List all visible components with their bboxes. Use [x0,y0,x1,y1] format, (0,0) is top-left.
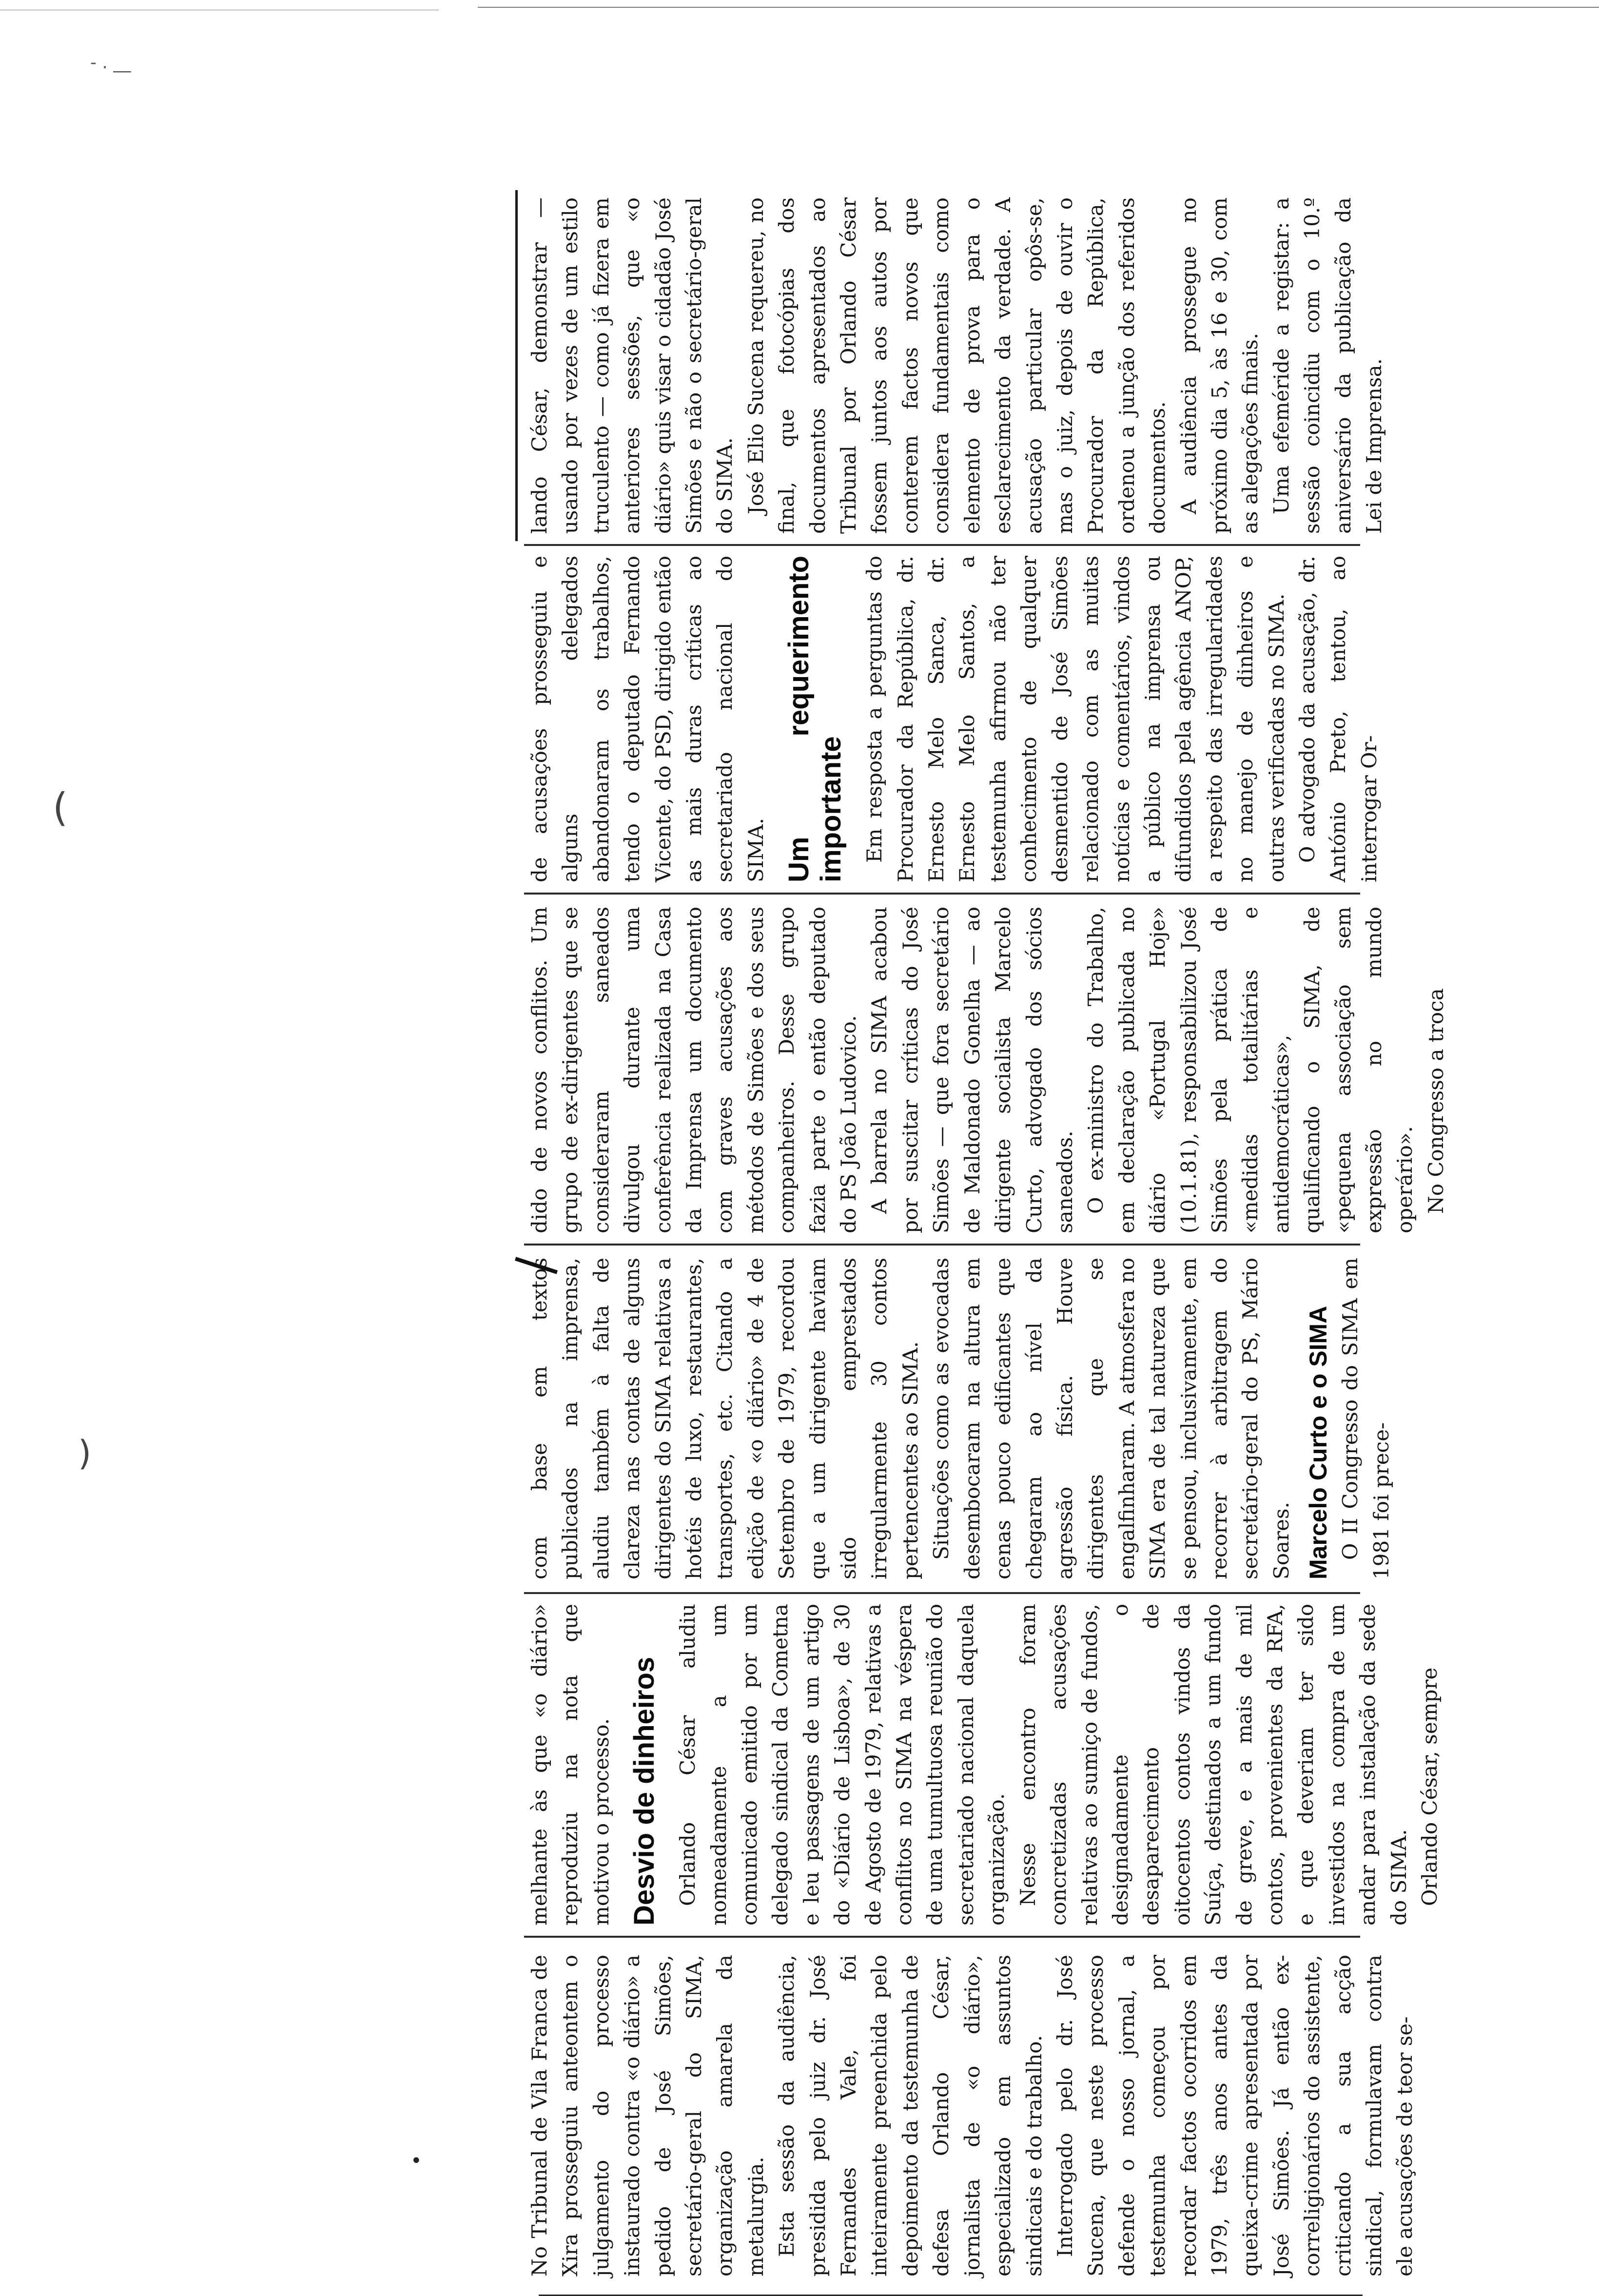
paragraph: Uma efeméride a registar: a sessão coincidiu com o 10.º aniversário da publicação da Lei de Imprensa. [1269,197,1386,534]
paragraph: Nesse encontro foram concretizadas acusações relativas ao sumiço de fundos, designadamente o desaparecimento de oitocentos contos vindos da Suíça, destinados a um fundo de greve, e a mais de mil contos, provenientes da RFA, e que deveriam ter sido investidos na compra de um andar para instalação da sede do SIMA. [1015,1604,1411,1926]
column-rule [524,893,1360,895]
paragraph: lando César, demonstrar — usando por vezes de um estilo truculento — como já fizera em anteriores sessões, que «o diário» quis visar o cidadão José Simões e não o secretário-geral do SIMA. [527,197,737,534]
article-column-5 [524,556,1381,882]
scan-edge-line [478,7,1599,8]
paragraph: Orlando César aludiu nomeadamente a um comunicado emitido por um delegado sindical da Cometna e leu passagens de um artigo do «Diário de Lisboa», de 30 de Agosto de 1979, relativas a conflitos no SIMA na véspera de uma tumultuosa reunião do secretariado nacional daquela organização. [676,1604,1009,1926]
section-heading: Um requerimento importante [783,556,847,882]
article-column-1 [524,1955,1417,2277]
paragraph: O ex-ministro do Trabalho, em declaração publicada no diário «Portugal Hoje» (10.1.81), responsabilizou José Simões pela prática de «medidas totalitárias e antidemocráticas», qualificando o SIMA, de «pequena associação sem expressão no mundo operário». [1084,907,1417,1233]
margin-mark-left-2: ) [78,1433,92,1473]
paragraph: dido de novos conflitos. Um grupo de ex-dirigentes que se consideraram saneados divulgou durante uma conferência realizada na Casa da Imprensa um documento com graves acusações aos métodos de Simões e dos seus companheiros. Desse grupo fazia parte o então deputado do PS João Ludovico. [527,907,861,1233]
column-rule [524,1592,1360,1594]
section-heading: Desvio de dinheiros [628,1656,661,1926]
paragraph: A audiência prossegue no próximo dia 5, às 16 e 30, com as alegações finais. [1176,197,1263,534]
column-rule [524,1936,1360,1938]
article-column-4 [524,907,1448,1233]
paragraph: de acusações prosseguiu e alguns delegados abandonaram os trabalhos, tendo o deputado Fernando Vicente, do PSD, dirigido então as mais duras críticas ao secretariado nacional do SIMA. [527,556,768,882]
paragraph: No Congresso a troca [1424,988,1448,1214]
section-heading: Marcelo Curto e o SIMA [1305,1305,1332,1579]
paragraph: melhante às que «o diário» reproduziu na nota que motivou o processo. [527,1604,613,1926]
column-rule [524,1244,1360,1245]
margin-mark-top: - . __ [90,53,131,73]
paragraph: Interrogado pelo dr. José Sucena, que neste processo defende o nosso jornal, a testemunha começou por recordar factos ocorridos em 1979, três anos antes da queixa-crime apresentada por José Simões. Já então ex-correligionários do assistente, criticando a sua acção sindical, formulavam contra ele acusações de teor se- [1053,1955,1417,2277]
margin-mark-bottom: • [410,2150,422,2172]
paragraph: A barrela no SIMA acabou por suscitar críticas do José Simões — que fora secretário de Maldonado Gonelha — ao dirigente socialista Marcelo Curto, advogado dos sócios saneados. [867,907,1077,1233]
margin-mark-left: ( [53,785,68,830]
paragraph: Situações como as evocadas desembocaram na altura em cenas pouco edificantes que chegaram ao nível da agressão física. Houve dirigentes que se engalfinharam. A atmosfera no SIMA era de tal natureza que se pensou, inclusivamente, em recorrer à arbitragem do secretário-geral do PS, Mário Soares. [929,1258,1293,1579]
column-rule [524,544,1360,546]
paragraph: O II Congresso do SIMA em 1981 foi prece- [1338,1258,1393,1579]
paragraph: José Elio Sucena requereu, no final, que fotocópias dos documentos apresentados ao Tribunal por Orlando César fossem juntos aos autos por conterem factos novos que considera fundamentais como elemento de prova para o esclarecimento da verdade. A acusação particular opôs-se, mas o juiz, depois de ouvir o Procurador da República, ordenou a junção dos referidos documentos. [743,197,1170,534]
paragraph: No Tribunal de Vila Franca de Xira prosseguiu anteontem o julgamento do processo instaurado contra «o diário» a pedido de José Simões, secretário-geral do SIMA, organização amarela da metalurgia. [527,1955,768,2277]
paragraph: com base em textos publicados na imprensa, aludiu também à falta de clareza nas contas de alguns dirigentes do SIMA relativas a hotéis de luxo, restaurantes, transportes, etc. Citando a edição de «o diário» de 4 de Setembro de 1979, recordou que a um dirigente haviam sido emprestados irregularmente 30 contos pertencentes ao SIMA. [527,1258,922,1579]
paragraph: Em resposta a perguntas do Procurador da República, dr. Ernesto Melo Sanca, dr. Ernesto Melo Santos, a testemunha afirmou não ter conhecimento de qualquer desmentido de José Simões relacionado com as muitas notícias e comentários, vindos a público na imprensa ou difundidos pela agência ANOP, a respeito das irregularidades no manejo de dinheiros e outras verificadas no SIMA. [862,556,1288,882]
article-column-3 [524,1258,1393,1579]
newspaper-article [524,195,1448,2277]
paragraph: O advogado da acusação, dr. António Preto, tentou, ao interrogar Or- [1295,556,1381,882]
paragraph: Esta sessão da audiência, presidida pelo juiz dr. José Fernandes Vale, foi inteiramente preenchida pelo depoimento da testemunha de defesa Orlando César, jornalista de «o diário», especializado em assuntos sindicais e do trabalho. [775,1955,1046,2277]
article-column-2 [524,1604,1442,1926]
paragraph: Orlando César, sempre [1417,1667,1442,1906]
article-end-rule [515,190,518,541]
article-column-6 [524,197,1386,534]
